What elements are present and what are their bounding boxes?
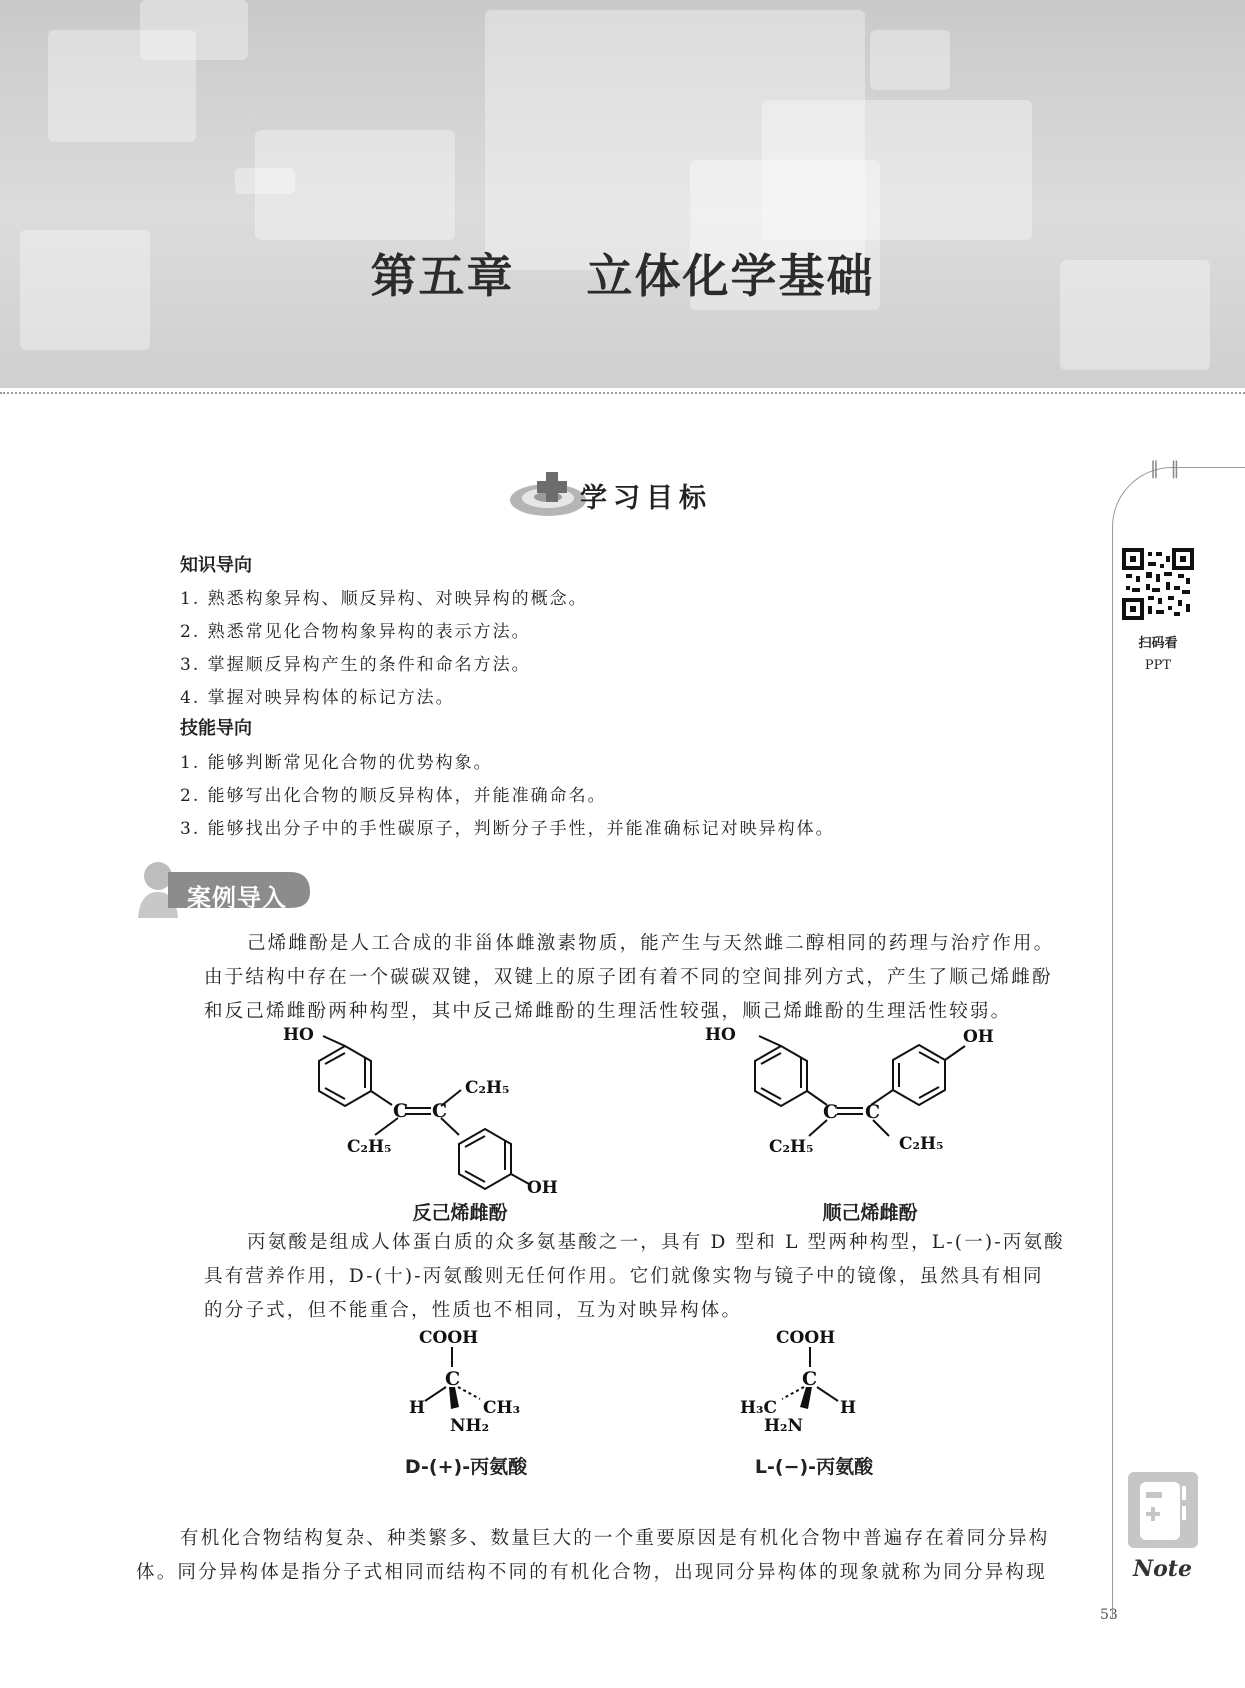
hydroxyl-label: OH: [527, 1178, 558, 1198]
body-paragraph-line: 有机化合物结构复杂、种类繁多、数量巨大的一个重要原因是有机化合物中普遍存在着同分异构: [180, 1528, 1050, 1549]
skill-item: 1. 能够判断常见化合物的优势构象。: [180, 753, 493, 773]
chapter-banner: [0, 0, 1245, 388]
d-alanine-structure: [395, 1325, 545, 1445]
carbon-label: C: [865, 1101, 881, 1123]
carboxyl-label: COOH: [776, 1328, 836, 1348]
ppt-label: PPT: [1144, 658, 1172, 673]
knowledge-item: 1. 熟悉构象异构、顺反异构、对映异构的概念。: [180, 589, 588, 609]
benzene-ring: [319, 1046, 371, 1106]
skill-item: 2. 能够写出化合物的顺反异构体，并能准确命名。: [180, 786, 607, 806]
d-alanine-caption: D-(+)-丙氨酸: [404, 1456, 528, 1478]
carboxyl-label: COOH: [419, 1328, 479, 1348]
knowledge-item: 2. 熟悉常见化合物构象异构的表示方法。: [180, 622, 531, 642]
case-paragraph-line: 和反己烯雌酚两种构型，其中反己烯雌酚的生理活性较强，顺己烯雌酚的生理活性较弱。: [204, 1001, 1012, 1022]
margin-tick-marks: ‖ ‖: [1150, 458, 1180, 479]
banner-tile: [235, 168, 295, 194]
page-number: 53: [1100, 1607, 1118, 1623]
ethyl-label: C₂H₅: [769, 1137, 814, 1157]
knowledge-heading: 知识导向: [180, 555, 252, 576]
carbon-label: C: [823, 1101, 839, 1123]
amino-label: NH₂: [450, 1416, 490, 1436]
hydroxyl-label: HO: [705, 1025, 736, 1045]
ethyl-label: C₂H₅: [465, 1078, 510, 1098]
case-paragraph-line: 的分子式，但不能重合，性质也不相同，互为对映异构体。: [204, 1300, 743, 1321]
qr-code[interactable]: [1122, 548, 1194, 620]
dotted-divider: [0, 392, 1245, 394]
skill-item: 3. 能够找出分子中的手性碳原子，判断分子手性，并能准确标记对映异构体。: [180, 819, 835, 839]
methyl-label: CH₃: [483, 1398, 521, 1418]
knowledge-item: 4. 掌握对映异构体的标记方法。: [180, 688, 455, 708]
hydrogen-label: H: [840, 1398, 857, 1418]
carbon-label: C: [393, 1100, 409, 1122]
body-paragraph-line: 体。同分异构体是指分子式相同而结构不同的有机化合物，出现同分异构体的现象就称为同分异构现: [136, 1562, 1047, 1583]
trans-diethylstilbestrol-structure: [275, 1025, 605, 1198]
banner-tile: [140, 0, 248, 60]
skill-heading: 技能导向: [180, 718, 252, 739]
cis-caption: 顺己烯雌酚: [822, 1202, 918, 1224]
carbon-label: C: [445, 1368, 461, 1390]
cis-diethylstilbestrol-structure: [703, 1025, 1003, 1160]
scan-label: 扫码看: [1138, 636, 1178, 651]
hydroxyl-label: OH: [963, 1027, 994, 1047]
hydrogen-label: H: [409, 1398, 426, 1418]
case-badge-label: 案例导入: [187, 884, 287, 912]
banner-tile: [870, 30, 950, 90]
benzene-ring: [755, 1046, 807, 1106]
carbon-label: C: [802, 1368, 818, 1390]
methyl-label: H₃C: [740, 1398, 778, 1418]
benzene-ring: [459, 1129, 511, 1189]
case-paragraph-line: 丙氨酸是组成人体蛋白质的众多氨基酸之一，具有 D 型和 L 型两种构型，L-(一)-丙氨酸: [247, 1232, 1065, 1253]
ethyl-label: C₂H₅: [347, 1137, 392, 1157]
carbon-label: C: [432, 1100, 448, 1122]
trans-caption: 反己烯雌酚: [412, 1202, 508, 1224]
case-paragraph-line: 己烯雌酚是人工合成的非甾体雌激素物质，能产生与天然雌二醇相同的药理与治疗作用。: [247, 933, 1055, 954]
l-alanine-caption: L-(−)-丙氨酸: [754, 1456, 874, 1478]
l-alanine-structure: [740, 1325, 890, 1445]
objectives-title: 学习目标: [580, 483, 712, 514]
hydroxyl-label: HO: [283, 1025, 314, 1045]
note-label: Note: [1133, 1556, 1192, 1582]
amino-label: H₂N: [764, 1416, 804, 1436]
chapter-title: 第五章 立体化学基础: [370, 249, 875, 303]
benzene-ring: [893, 1045, 945, 1105]
case-paragraph-line: 具有营养作用，D-(十)-丙氨酸则无任何作用。它们就像实物与镜子中的镜像，虽然具有相同: [204, 1266, 1044, 1287]
case-paragraph-line: 由于结构中存在一个碳碳双键，双键上的原子团有着不同的空间排列方式，产生了顺己烯雌酚: [204, 967, 1053, 988]
ethyl-label: C₂H₅: [899, 1134, 944, 1154]
knowledge-item: 3. 掌握顺反异构产生的条件和命名方法。: [180, 655, 531, 675]
note-icon: [1128, 1472, 1198, 1548]
